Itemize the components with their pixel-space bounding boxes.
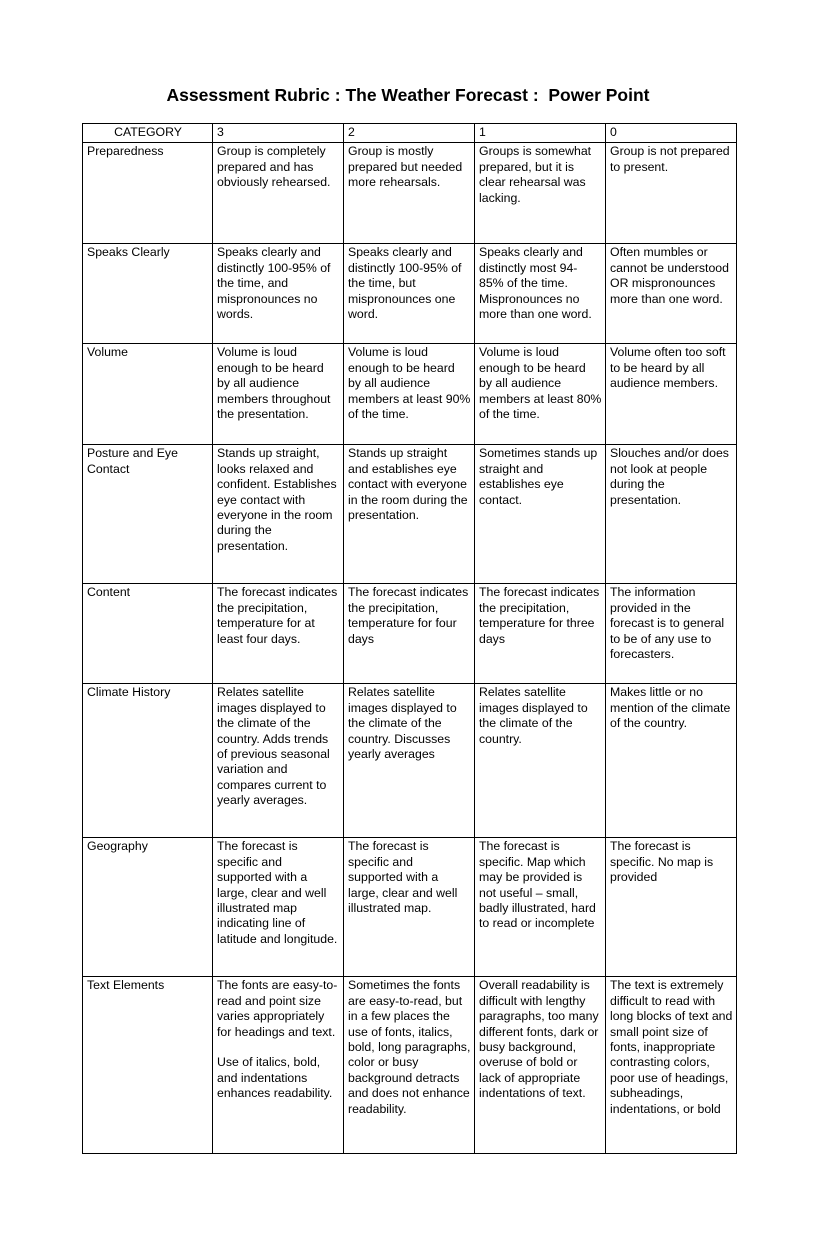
category-cell: Climate History xyxy=(83,684,213,838)
criteria-cell: The forecast is specific. Map which may be provided is not useful – small, badly illustrated, hard to read or incomplete xyxy=(475,838,606,977)
criteria-cell: Relates satellite images displayed to the climate of the country. Discusses yearly averages xyxy=(344,684,475,838)
criteria-cell: The fonts are easy-to-read and point size varies appropriately for headings and text. Use of italics, bold, and indentations enhances readability. xyxy=(213,977,344,1154)
criteria-cell: Slouches and/or does not look at people during the presentation. xyxy=(606,445,737,584)
criteria-cell: Volume is loud enough to be heard by all audience members at least 80% of the time. xyxy=(475,344,606,445)
criteria-cell: The forecast indicates the precipitation, temperature for three days xyxy=(475,584,606,684)
category-cell: Speaks Clearly xyxy=(83,244,213,344)
criteria-cell: Stands up straight, looks relaxed and confident. Establishes eye contact with everyone in the room during the presentation. xyxy=(213,445,344,584)
criteria-cell: Relates satellite images displayed to the climate of the country. Adds trends of previous seasonal variation and compares current to yearly averages. xyxy=(213,684,344,838)
table-row-geography xyxy=(83,838,737,977)
category-cell: Text Elements xyxy=(83,977,213,1154)
category-cell: Geography xyxy=(83,838,213,977)
criteria-cell: Groups is somewhat prepared, but it is clear rehearsal was lacking. xyxy=(475,143,606,244)
criteria-cell: Speaks clearly and distinctly 100-95% of the time, and mispronounces no words. xyxy=(213,244,344,344)
criteria-cell: Stands up straight and establishes eye contact with everyone in the room during the presentation. xyxy=(344,445,475,584)
criteria-cell: Volume is loud enough to be heard by all audience members at least 90% of the time. xyxy=(344,344,475,445)
table-row-climate-history xyxy=(83,684,737,838)
table-row-text-elements xyxy=(83,977,737,1154)
criteria-cell: Makes little or no mention of the climate of the country. xyxy=(606,684,737,838)
criteria-cell: Relates satellite images displayed to the climate of the country. xyxy=(475,684,606,838)
header-score-3: 3 xyxy=(213,124,344,143)
header-score-2: 2 xyxy=(344,124,475,143)
rubric-table xyxy=(82,123,737,1154)
criteria-cell: Group is not prepared to present. xyxy=(606,143,737,244)
criteria-cell: The forecast indicates the precipitation, temperature for at least four days. xyxy=(213,584,344,684)
criteria-cell: Group is completely prepared and has obviously rehearsed. xyxy=(213,143,344,244)
table-row-preparedness xyxy=(83,143,737,244)
header-score-1: 1 xyxy=(475,124,606,143)
criteria-cell: The forecast is specific. No map is provided xyxy=(606,838,737,977)
table-row-posture-eye-contact xyxy=(83,445,737,584)
criteria-cell: Group is mostly prepared but needed more rehearsals. xyxy=(344,143,475,244)
criteria-cell: Often mumbles or cannot be understood OR mispronounces more than one word. xyxy=(606,244,737,344)
category-cell: Content xyxy=(83,584,213,684)
criteria-cell: Speaks clearly and distinctly most 94-85% of the time. Mispronounces no more than one word. xyxy=(475,244,606,344)
category-cell: Volume xyxy=(83,344,213,445)
criteria-cell: The forecast is specific and supported with a large, clear and well illustrated map. xyxy=(344,838,475,977)
category-cell: Posture and Eye Contact xyxy=(83,445,213,584)
header-row xyxy=(83,124,737,143)
criteria-cell: Overall readability is difficult with lengthy paragraphs, too many different fonts, dark or busy background, overuse of bold or lack of appropriate indentations of text. xyxy=(475,977,606,1154)
category-cell: Preparedness xyxy=(83,143,213,244)
header-score-0: 0 xyxy=(606,124,737,143)
criteria-cell: Volume is loud enough to be heard by all audience members throughout the presentation. xyxy=(213,344,344,445)
table-row-speaks-clearly xyxy=(83,244,737,344)
criteria-cell: Sometimes stands up straight and establishes eye contact. xyxy=(475,445,606,584)
criteria-cell: Speaks clearly and distinctly 100-95% of the time, but mispronounces one word. xyxy=(344,244,475,344)
table-row-content xyxy=(83,584,737,684)
table-row-volume xyxy=(83,344,737,445)
document-title: Assessment Rubric : The Weather Forecast : Power Point xyxy=(166,85,650,105)
criteria-cell: Sometimes the fonts are easy-to-read, but in a few places the use of fonts, italics, bold, long paragraphs, color or busy background detracts and does not enhance readability. xyxy=(344,977,475,1154)
header-category: CATEGORY xyxy=(83,124,213,143)
criteria-cell: The text is extremely difficult to read with long blocks of text and small point size of fonts, inappropriate contrasting colors, poor use of headings, subheadings, indentations, or bold xyxy=(606,977,737,1154)
criteria-cell: Volume often too soft to be heard by all audience members. xyxy=(606,344,737,445)
criteria-cell: The forecast indicates the precipitation, temperature for four days xyxy=(344,584,475,684)
criteria-cell: The forecast is specific and supported with a large, clear and well illustrated map indicating line of latitude and longitude. xyxy=(213,838,344,977)
criteria-cell: The information provided in the forecast is to general to be of any use to forecasters. xyxy=(606,584,737,684)
